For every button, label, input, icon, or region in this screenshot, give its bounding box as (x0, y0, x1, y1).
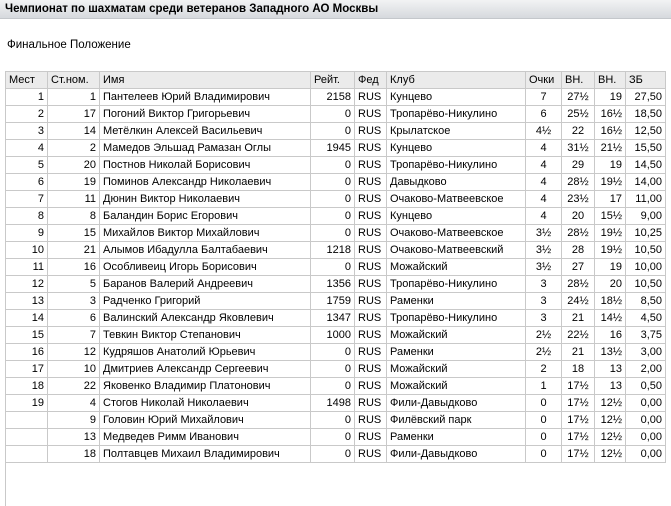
cell-rating: 0 (311, 225, 355, 242)
cell-tiebreak-2: 19 (595, 157, 626, 174)
cell-tiebreak-1: 29 (562, 157, 595, 174)
cell-points: 4 (526, 191, 562, 208)
cell-federation: RUS (355, 106, 387, 123)
cell-rating: 0 (311, 157, 355, 174)
cell-tiebreak-2: 13 (595, 378, 626, 395)
cell-tiebreak-3: 8,50 (626, 293, 666, 310)
cell-start-number: 11 (48, 191, 100, 208)
table-row (6, 259, 666, 276)
cell-start-number: 16 (48, 259, 100, 276)
cell-club: Фили-Давыдково (387, 446, 526, 463)
cell-place: 8 (6, 208, 48, 225)
cell-federation: RUS (355, 191, 387, 208)
cell-federation: RUS (355, 276, 387, 293)
cell-rating: 0 (311, 446, 355, 463)
cell-rating: 0 (311, 344, 355, 361)
cell-name: Баландин Борис Егорович (100, 208, 311, 225)
cell-tiebreak-2: 19½ (595, 242, 626, 259)
cell-place (6, 429, 48, 446)
cell-name: Медведев Римм Иванович (100, 429, 311, 446)
cell-rating: 1759 (311, 293, 355, 310)
cell-points: 4 (526, 140, 562, 157)
cell-club: Раменки (387, 429, 526, 446)
cell-points: 7 (526, 89, 562, 106)
cell-start-number: 21 (48, 242, 100, 259)
cell-place (6, 412, 48, 429)
cell-federation: RUS (355, 293, 387, 310)
cell-start-number: 7 (48, 327, 100, 344)
cell-place: 2 (6, 106, 48, 123)
cell-tiebreak-2: 12½ (595, 446, 626, 463)
cell-tiebreak-3: 2,00 (626, 361, 666, 378)
cell-name: Дюнин Виктор Николаевич (100, 191, 311, 208)
cell-club: Очаково-Матвеевское (387, 225, 526, 242)
cell-federation: RUS (355, 429, 387, 446)
cell-federation: RUS (355, 140, 387, 157)
cell-tiebreak-3: 3,00 (626, 344, 666, 361)
table-row (6, 412, 666, 429)
cell-points: 4 (526, 174, 562, 191)
cell-club: Тропарёво-Никулино (387, 276, 526, 293)
cell-points: 0 (526, 446, 562, 463)
cell-name: Дмитриев Александр Сергеевич (100, 361, 311, 378)
cell-start-number: 5 (48, 276, 100, 293)
cell-place: 13 (6, 293, 48, 310)
cell-club: Очаково-Матвеевское (387, 191, 526, 208)
cell-start-number: 15 (48, 225, 100, 242)
table-row (6, 429, 666, 446)
table-row (6, 106, 666, 123)
col-header-start-number: Ст.ном. (48, 72, 100, 89)
cell-tiebreak-1: 20 (562, 208, 595, 225)
cell-tiebreak-3: 18,50 (626, 106, 666, 123)
cell-rating: 1498 (311, 395, 355, 412)
cell-tiebreak-2: 13 (595, 361, 626, 378)
cell-name: Баранов Валерий Андреевич (100, 276, 311, 293)
cell-rating: 1000 (311, 327, 355, 344)
cell-rating: 0 (311, 378, 355, 395)
cell-points: 1 (526, 378, 562, 395)
cell-club: Можайский (387, 327, 526, 344)
cell-tiebreak-3: 11,00 (626, 191, 666, 208)
cell-points: 2½ (526, 327, 562, 344)
cell-place: 12 (6, 276, 48, 293)
table-row (6, 242, 666, 259)
cell-federation: RUS (355, 157, 387, 174)
table-row (6, 395, 666, 412)
cell-tiebreak-3: 15,50 (626, 140, 666, 157)
cell-rating: 0 (311, 123, 355, 140)
cell-name: Тевкин Виктор Степанович (100, 327, 311, 344)
cell-federation: RUS (355, 225, 387, 242)
cell-federation: RUS (355, 446, 387, 463)
cell-tiebreak-3: 0,00 (626, 395, 666, 412)
cell-place: 9 (6, 225, 48, 242)
cell-points: 2½ (526, 344, 562, 361)
col-header-tiebreak-3: ЗБ (626, 72, 666, 89)
cell-federation: RUS (355, 412, 387, 429)
cell-club: Тропарёво-Никулино (387, 157, 526, 174)
cell-start-number: 18 (48, 446, 100, 463)
cell-tiebreak-2: 16 (595, 327, 626, 344)
cell-tiebreak-1: 17½ (562, 395, 595, 412)
cell-points: 3 (526, 293, 562, 310)
cell-tiebreak-3: 4,50 (626, 310, 666, 327)
cell-tiebreak-3: 27,50 (626, 89, 666, 106)
table-row (6, 191, 666, 208)
col-header-points: Очки (526, 72, 562, 89)
cell-tiebreak-2: 21½ (595, 140, 626, 157)
cell-points: 3 (526, 310, 562, 327)
cell-club: Давыдково (387, 174, 526, 191)
cell-tiebreak-2: 14½ (595, 310, 626, 327)
cell-tiebreak-3: 14,50 (626, 157, 666, 174)
table-row (6, 208, 666, 225)
cell-tiebreak-2: 12½ (595, 395, 626, 412)
cell-start-number: 1 (48, 89, 100, 106)
cell-tiebreak-2: 13½ (595, 344, 626, 361)
cell-rating: 0 (311, 259, 355, 276)
table-row (6, 276, 666, 293)
cell-points: 4½ (526, 123, 562, 140)
cell-club: Тропарёво-Никулино (387, 106, 526, 123)
table-row (6, 361, 666, 378)
standings-table (5, 71, 666, 463)
cell-name: Кудряшов Анатолий Юрьевич (100, 344, 311, 361)
cell-tiebreak-3: 12,50 (626, 123, 666, 140)
cell-points: 3½ (526, 242, 562, 259)
table-row (6, 89, 666, 106)
cell-place: 15 (6, 327, 48, 344)
cell-points: 4 (526, 157, 562, 174)
cell-place: 17 (6, 361, 48, 378)
cell-federation: RUS (355, 378, 387, 395)
cell-rating: 0 (311, 106, 355, 123)
table-row (6, 140, 666, 157)
col-header-tiebreak-2: ВН. (595, 72, 626, 89)
cell-tiebreak-1: 22 (562, 123, 595, 140)
header-row (6, 72, 666, 89)
cell-tiebreak-1: 28½ (562, 174, 595, 191)
cell-tiebreak-2: 19½ (595, 174, 626, 191)
cell-points: 0 (526, 429, 562, 446)
cell-place: 19 (6, 395, 48, 412)
cell-tiebreak-1: 17½ (562, 378, 595, 395)
table-row (6, 293, 666, 310)
cell-name: Валинский Александр Яковлевич (100, 310, 311, 327)
cell-club: Кунцево (387, 140, 526, 157)
cell-name: Головин Юрий Михайлович (100, 412, 311, 429)
cell-rating: 1356 (311, 276, 355, 293)
col-header-place: Мест (6, 72, 48, 89)
cell-rating: 1945 (311, 140, 355, 157)
cell-place: 1 (6, 89, 48, 106)
cell-rating: 1347 (311, 310, 355, 327)
cell-tiebreak-1: 21 (562, 310, 595, 327)
cell-tiebreak-1: 25½ (562, 106, 595, 123)
table-row (6, 174, 666, 191)
cell-club: Раменки (387, 293, 526, 310)
cell-place: 11 (6, 259, 48, 276)
cell-name: Постнов Николай Борисович (100, 157, 311, 174)
cell-points: 3½ (526, 225, 562, 242)
cell-rating: 2158 (311, 89, 355, 106)
cell-points: 3½ (526, 259, 562, 276)
table-row (6, 344, 666, 361)
cell-start-number: 6 (48, 310, 100, 327)
cell-tiebreak-2: 16½ (595, 106, 626, 123)
title-bar (0, 0, 671, 19)
cell-club: Филёвский парк (387, 412, 526, 429)
cell-start-number: 9 (48, 412, 100, 429)
cell-tiebreak-1: 17½ (562, 412, 595, 429)
table-row (6, 123, 666, 140)
cell-tiebreak-2: 12½ (595, 429, 626, 446)
cell-place: 16 (6, 344, 48, 361)
page-title: Чемпионат по шахматам среди ветеранов Западного АО Москвы (5, 3, 379, 15)
cell-tiebreak-2: 18½ (595, 293, 626, 310)
cell-name: Пантелеев Юрий Владимирович (100, 89, 311, 106)
cell-tiebreak-3: 10,50 (626, 276, 666, 293)
cell-tiebreak-3: 14,00 (626, 174, 666, 191)
cell-tiebreak-3: 3,75 (626, 327, 666, 344)
cell-name: Михайлов Виктор Михайлович (100, 225, 311, 242)
cell-start-number: 10 (48, 361, 100, 378)
cell-tiebreak-2: 15½ (595, 208, 626, 225)
cell-tiebreak-3: 0,00 (626, 446, 666, 463)
col-header-tiebreak-1: ВН. (562, 72, 595, 89)
cell-tiebreak-1: 27 (562, 259, 595, 276)
cell-tiebreak-1: 17½ (562, 429, 595, 446)
cell-club: Очаково-Матвеевский (387, 242, 526, 259)
cell-rating: 0 (311, 412, 355, 429)
table-row (6, 225, 666, 242)
cell-place: 14 (6, 310, 48, 327)
cell-name: Стогов Николай Николаевич (100, 395, 311, 412)
cell-federation: RUS (355, 123, 387, 140)
cell-tiebreak-1: 27½ (562, 89, 595, 106)
cell-tiebreak-2: 19 (595, 89, 626, 106)
cell-federation: RUS (355, 361, 387, 378)
cell-start-number: 2 (48, 140, 100, 157)
cell-federation: RUS (355, 395, 387, 412)
cell-name: Метёлкин Алексей Васильевич (100, 123, 311, 140)
cell-federation: RUS (355, 310, 387, 327)
cell-points: 4 (526, 208, 562, 225)
cell-club: Тропарёво-Никулино (387, 310, 526, 327)
cell-place: 6 (6, 174, 48, 191)
cell-place: 3 (6, 123, 48, 140)
table-row (6, 327, 666, 344)
cell-tiebreak-3: 0,50 (626, 378, 666, 395)
cell-start-number: 14 (48, 123, 100, 140)
cell-points: 2 (526, 361, 562, 378)
cell-club: Фили-Давыдково (387, 395, 526, 412)
cell-tiebreak-3: 0,00 (626, 429, 666, 446)
cell-federation: RUS (355, 174, 387, 191)
cell-tiebreak-1: 28½ (562, 276, 595, 293)
cell-points: 3 (526, 276, 562, 293)
cell-start-number: 20 (48, 157, 100, 174)
cell-name: Яковенко Владимир Платонович (100, 378, 311, 395)
cell-name: Мамедов Эльшад Рамазан Оглы (100, 140, 311, 157)
cell-tiebreak-1: 28½ (562, 225, 595, 242)
cell-start-number: 22 (48, 378, 100, 395)
cell-rating: 0 (311, 174, 355, 191)
cell-rating: 0 (311, 191, 355, 208)
cell-start-number: 17 (48, 106, 100, 123)
cell-tiebreak-1: 18 (562, 361, 595, 378)
cell-federation: RUS (355, 242, 387, 259)
section-title: Финальное Положение (7, 39, 131, 51)
cell-place (6, 446, 48, 463)
cell-rating: 1218 (311, 242, 355, 259)
cell-name: Поминов Александр Николаевич (100, 174, 311, 191)
cell-federation: RUS (355, 89, 387, 106)
table-row (6, 446, 666, 463)
cell-federation: RUS (355, 259, 387, 276)
cell-tiebreak-2: 17 (595, 191, 626, 208)
cell-tiebreak-1: 24½ (562, 293, 595, 310)
cell-federation: RUS (355, 208, 387, 225)
cell-club: Кунцево (387, 89, 526, 106)
cell-tiebreak-3: 9,00 (626, 208, 666, 225)
cell-tiebreak-3: 0,00 (626, 412, 666, 429)
cell-place: 7 (6, 191, 48, 208)
table-row (6, 310, 666, 327)
cell-tiebreak-2: 12½ (595, 412, 626, 429)
cell-start-number: 12 (48, 344, 100, 361)
cell-club: Крылатское (387, 123, 526, 140)
cell-start-number: 3 (48, 293, 100, 310)
cell-tiebreak-1: 23½ (562, 191, 595, 208)
cell-name: Особливеиц Игорь Борисович (100, 259, 311, 276)
col-header-club: Клуб (387, 72, 526, 89)
cell-points: 0 (526, 395, 562, 412)
cell-place: 18 (6, 378, 48, 395)
cell-place: 5 (6, 157, 48, 174)
cell-start-number: 8 (48, 208, 100, 225)
cell-name: Радченко Григорий (100, 293, 311, 310)
cell-start-number: 4 (48, 395, 100, 412)
col-header-name: Имя (100, 72, 311, 89)
cell-points: 6 (526, 106, 562, 123)
table-row (6, 157, 666, 174)
cell-rating: 0 (311, 208, 355, 225)
cell-tiebreak-2: 16½ (595, 123, 626, 140)
cell-place: 4 (6, 140, 48, 157)
cell-tiebreak-3: 10,25 (626, 225, 666, 242)
cell-points: 0 (526, 412, 562, 429)
cell-start-number: 19 (48, 174, 100, 191)
cell-name: Алымов Ибадулла Балтабаевич (100, 242, 311, 259)
cell-club: Кунцево (387, 208, 526, 225)
cell-rating: 0 (311, 429, 355, 446)
cell-rating: 0 (311, 361, 355, 378)
table-row (6, 378, 666, 395)
cell-federation: RUS (355, 327, 387, 344)
cell-tiebreak-1: 31½ (562, 140, 595, 157)
cell-name: Полтавцев Михаил Владимирович (100, 446, 311, 463)
cell-federation: RUS (355, 344, 387, 361)
col-header-federation: Фед (355, 72, 387, 89)
cell-place: 10 (6, 242, 48, 259)
cell-club: Можайский (387, 259, 526, 276)
cell-tiebreak-3: 10,00 (626, 259, 666, 276)
cell-tiebreak-1: 28 (562, 242, 595, 259)
cell-tiebreak-2: 19 (595, 259, 626, 276)
col-header-rating: Рейт. (311, 72, 355, 89)
cell-tiebreak-1: 17½ (562, 446, 595, 463)
cell-tiebreak-1: 22½ (562, 327, 595, 344)
cell-tiebreak-1: 21 (562, 344, 595, 361)
cell-tiebreak-2: 20 (595, 276, 626, 293)
cell-start-number: 13 (48, 429, 100, 446)
cell-tiebreak-3: 10,50 (626, 242, 666, 259)
cell-club: Можайский (387, 378, 526, 395)
cell-tiebreak-2: 19½ (595, 225, 626, 242)
cell-club: Раменки (387, 344, 526, 361)
cell-name: Погоний Виктор Григорьевич (100, 106, 311, 123)
cell-club: Можайский (387, 361, 526, 378)
